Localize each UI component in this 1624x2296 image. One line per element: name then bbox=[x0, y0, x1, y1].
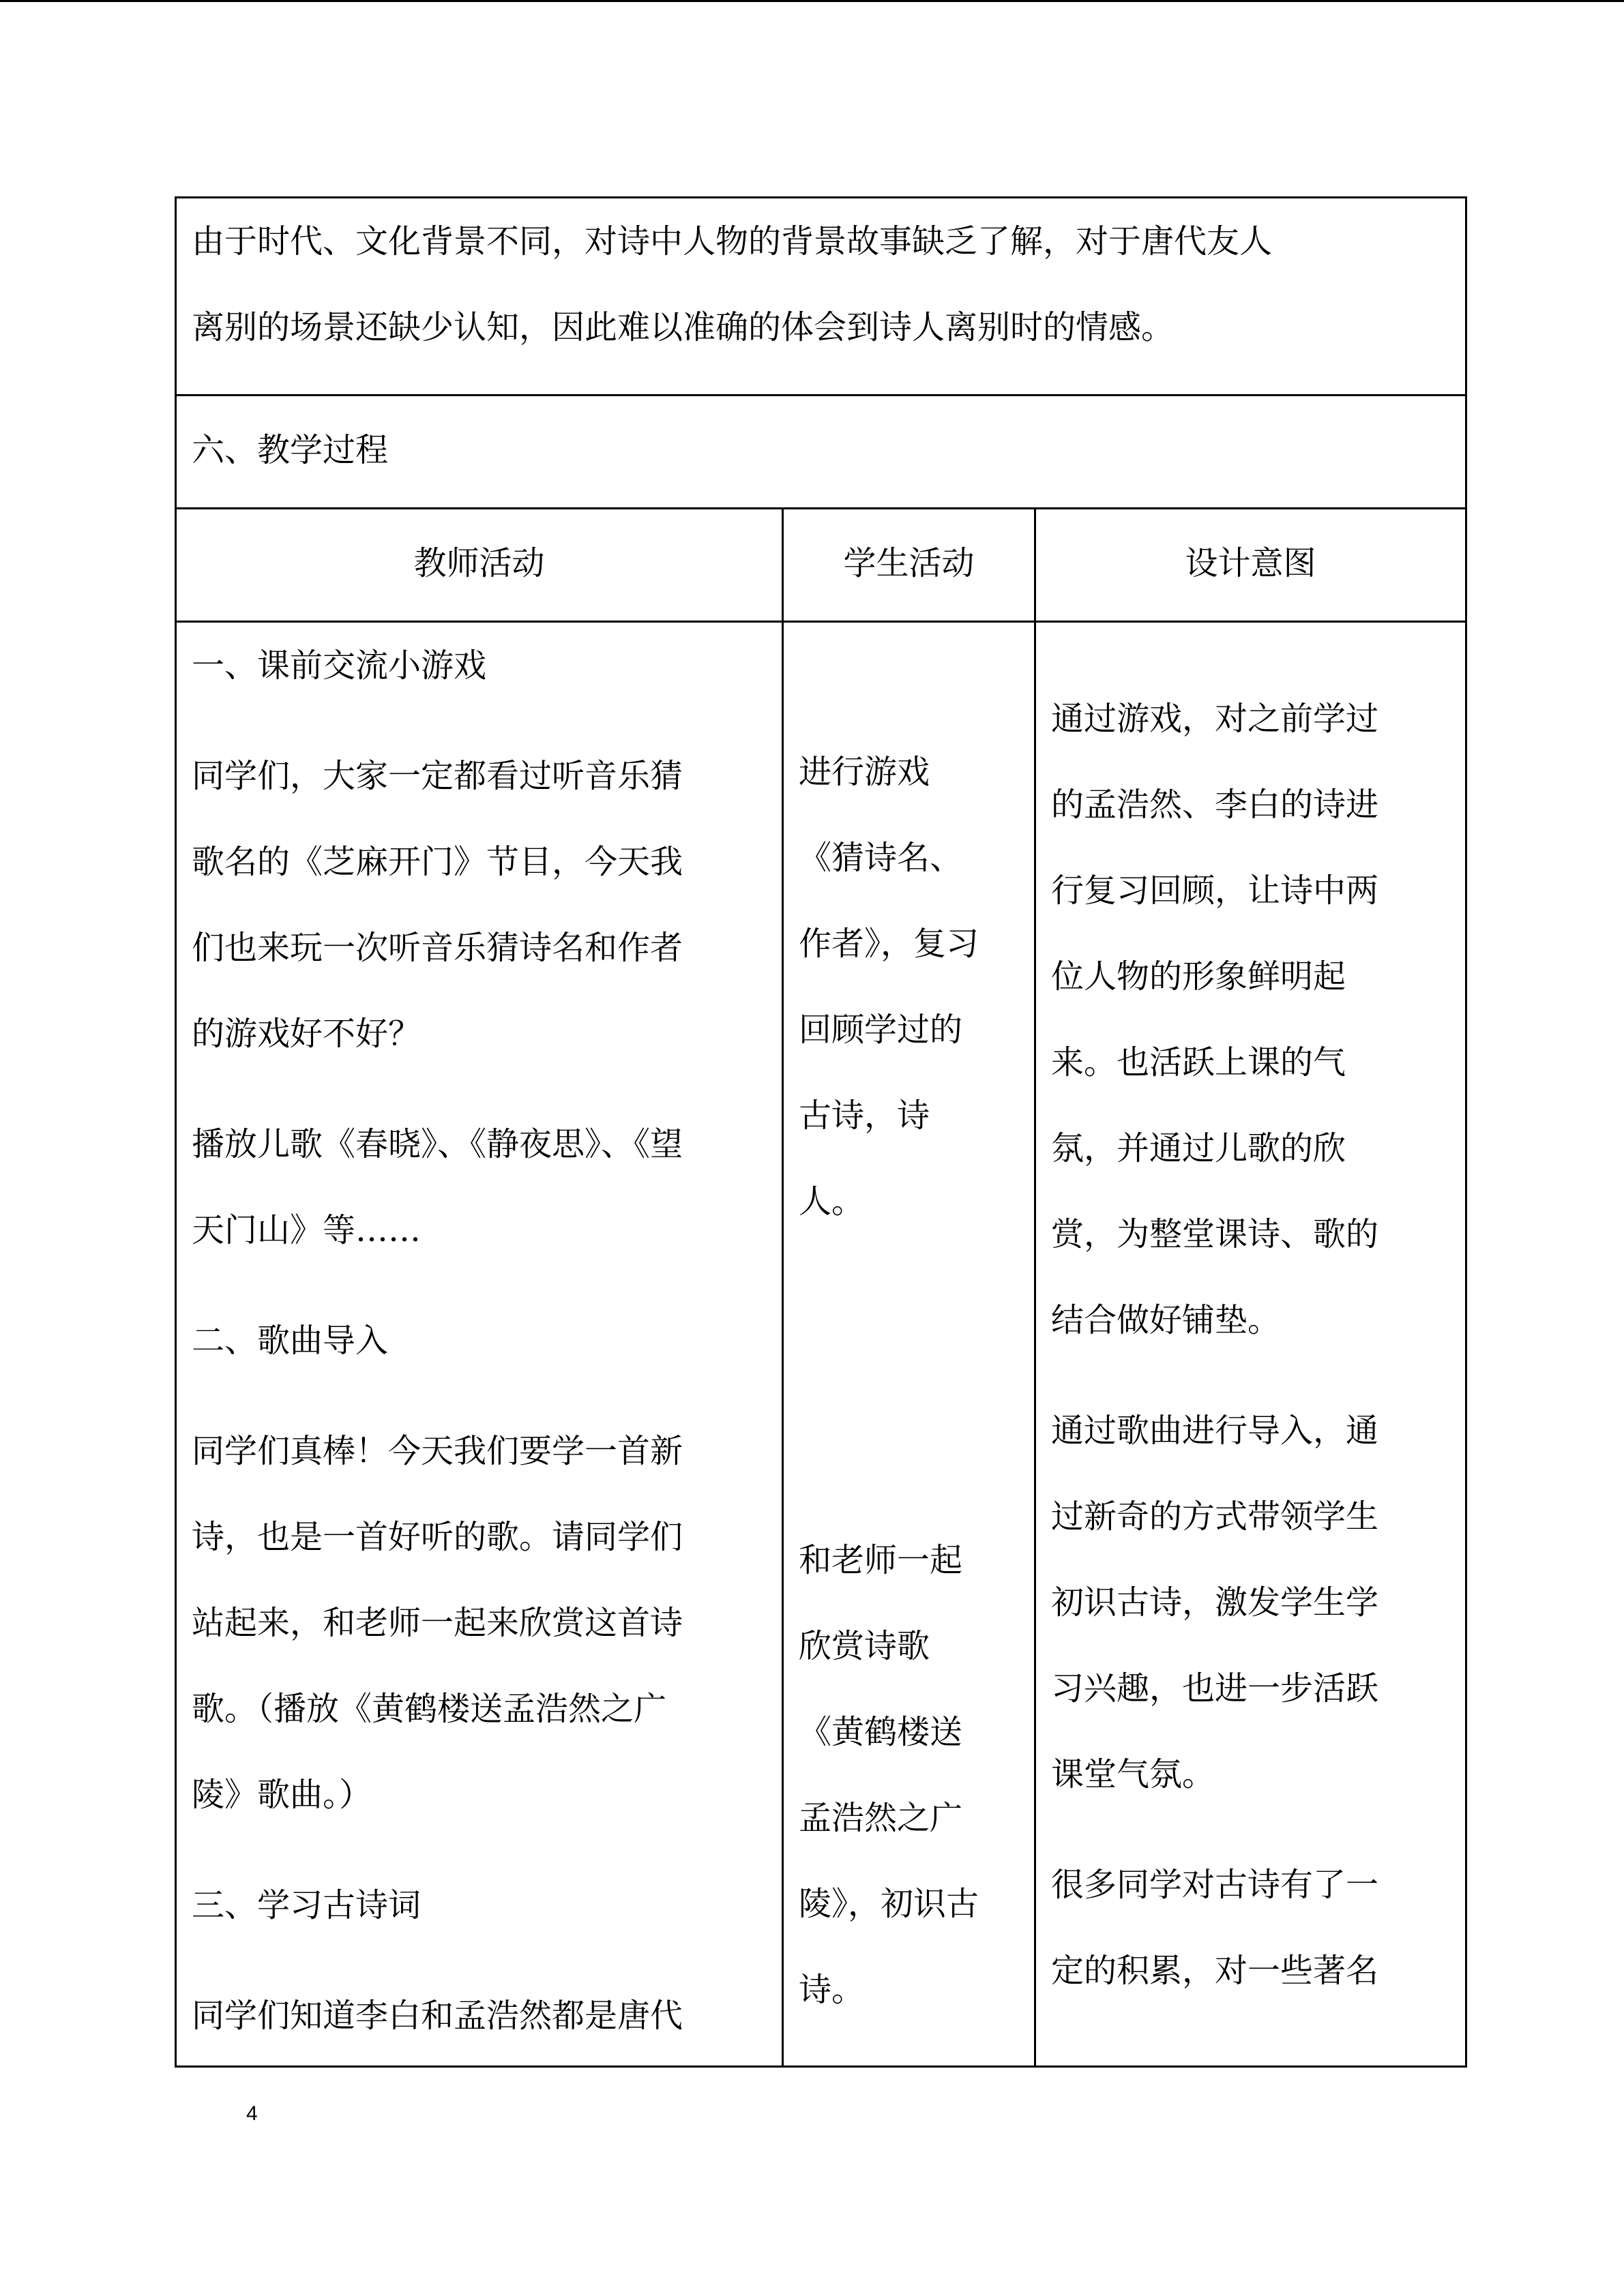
teacher-line: 们也来玩一次听音乐猜诗名和作者 bbox=[192, 929, 683, 967]
section-title: 六、教学过程 bbox=[176, 396, 1466, 509]
intent-line: 行复习回顾，让诗中两 bbox=[1051, 871, 1379, 910]
teacher-line: 的游戏好不好？ bbox=[192, 1015, 422, 1053]
lesson-plan-table bbox=[175, 196, 1467, 2068]
student-line: 孟浩然之广 bbox=[799, 1799, 963, 1837]
heading-song-intro: 二、歌曲导入 bbox=[192, 1322, 389, 1360]
student-activity-cell bbox=[783, 622, 1035, 2067]
teacher-line: 播放儿歌《春晓》、《静夜思》、《望 bbox=[192, 1125, 683, 1163]
student-line: 回顾学过的 bbox=[799, 1011, 963, 1049]
intent-line: 位人物的形象鲜明起 bbox=[1051, 957, 1346, 996]
student-line: 诗。 bbox=[799, 1971, 865, 2009]
section-title-row bbox=[176, 396, 1466, 509]
column-header-teacher: 教师活动 bbox=[176, 509, 783, 622]
intent-line: 很多同学对古诗有了一 bbox=[1051, 1866, 1379, 1904]
teacher-line: 同学们，大家一定都看过听音乐猜 bbox=[192, 757, 683, 795]
teacher-line: 歌名的《芝麻开门》节目，今天我 bbox=[192, 843, 683, 881]
intent-line: 结合做好铺垫。 bbox=[1051, 1301, 1281, 1339]
teacher-line: 站起来，和老师一起来欣赏这首诗 bbox=[192, 1604, 683, 1642]
student-line: 人。 bbox=[799, 1182, 865, 1221]
teacher-line: 同学们真棒！今天我们要学一首新 bbox=[192, 1432, 683, 1470]
teaching-process-row bbox=[176, 622, 1466, 2067]
intent-line: 氛，并通过儿歌的欣 bbox=[1051, 1129, 1346, 1167]
intent-line: 课堂气氛。 bbox=[1051, 1755, 1215, 1793]
student-line: 欣赏诗歌 bbox=[799, 1627, 930, 1665]
intent-line: 通过游戏，对之前学过 bbox=[1051, 700, 1379, 738]
teacher-line: 陵》歌曲。） bbox=[192, 1776, 372, 1814]
student-analysis-row bbox=[176, 198, 1466, 396]
student-line: 进行游戏 bbox=[799, 753, 930, 791]
intent-line: 通过歌曲进行导入，通 bbox=[1051, 1412, 1379, 1450]
table-header-row bbox=[176, 509, 1466, 622]
student-line: 《猜诗名、 bbox=[799, 839, 963, 877]
intent-line: 习兴趣，也进一步活跃 bbox=[1051, 1669, 1379, 1708]
design-intent-cell bbox=[1035, 622, 1466, 2067]
teacher-line: 歌。（播放《黄鹤楼送孟浩然之广 bbox=[192, 1690, 667, 1728]
student-line: 古诗，诗 bbox=[799, 1097, 930, 1135]
intent-line: 来。也活跃上课的气 bbox=[1051, 1043, 1346, 1082]
student-analysis-line: 离别的场景还缺少认知，因此难以准确的体会到诗人离别时的情感。 bbox=[192, 308, 1175, 346]
intent-line: 过新奇的方式带领学生 bbox=[1051, 1497, 1379, 1536]
student-analysis-line: 由于时代、文化背景不同，对诗中人物的背景故事缺乏了解，对于唐代友人 bbox=[192, 222, 1273, 260]
student-line: 作者》，复习 bbox=[799, 925, 979, 963]
teacher-line: 诗，也是一首好听的歌。请同学们 bbox=[192, 1518, 683, 1556]
heading-warmup-game: 一、课前交流小游戏 bbox=[192, 646, 487, 685]
page-top-border bbox=[0, 0, 1624, 2]
teacher-activity-cell bbox=[176, 622, 783, 2067]
column-header-student: 学生活动 bbox=[783, 509, 1035, 622]
student-line: 和老师一起 bbox=[799, 1541, 963, 1579]
intent-line: 的孟浩然、李白的诗进 bbox=[1051, 786, 1379, 824]
page-number: 4 bbox=[246, 2102, 258, 2125]
student-line: 陵》，初识古 bbox=[799, 1885, 979, 1923]
teacher-line: 天门山》等…… bbox=[192, 1211, 422, 1249]
column-header-intent: 设计意图 bbox=[1035, 509, 1466, 622]
intent-line: 赏，为整堂课诗、歌的 bbox=[1051, 1215, 1379, 1253]
heading-learn-poem: 三、学习古诗词 bbox=[192, 1886, 422, 1924]
student-analysis-cell bbox=[176, 198, 1466, 396]
intent-line: 定的积累，对一些著名 bbox=[1051, 1952, 1379, 1990]
teacher-line: 同学们知道李白和孟浩然都是唐代 bbox=[192, 1997, 683, 2035]
student-line: 《黄鹤楼送 bbox=[799, 1713, 963, 1751]
intent-line: 初识古诗，激发学生学 bbox=[1051, 1583, 1379, 1622]
